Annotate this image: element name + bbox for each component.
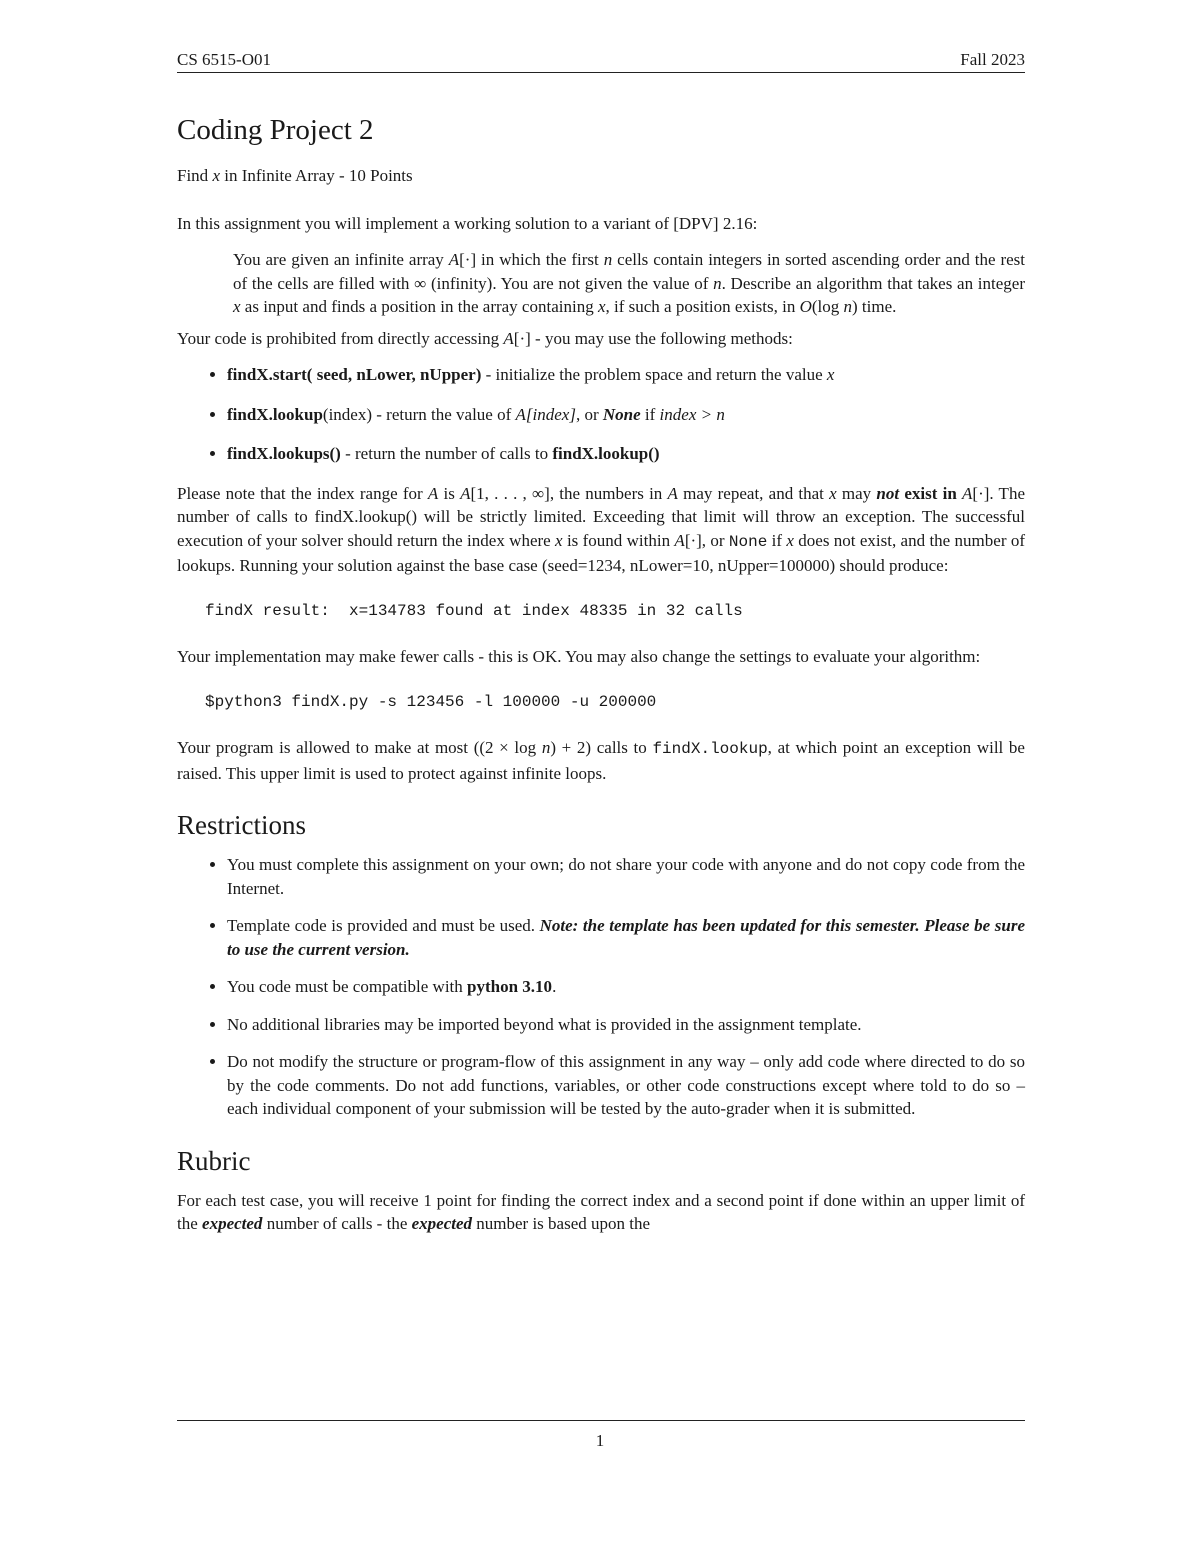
limit-text: ) + 2) calls to — [550, 738, 653, 757]
method-lookup-var: A — [515, 404, 526, 424]
quote-var: n — [713, 273, 722, 293]
restriction-item: • You must complete this assignment on your own; do not share your code with anyone and do not copy code from the Internet. — [227, 853, 1025, 900]
page-header — [177, 50, 1025, 73]
prohibited-var: A — [503, 328, 514, 348]
quote-text: . Describe an algorithm that takes an integer — [721, 273, 1025, 293]
note-range: [1, . . . , ∞] — [470, 483, 550, 503]
quote-var: n — [603, 250, 613, 269]
page-number: 1 — [595, 1431, 605, 1450]
note-var: x — [555, 530, 563, 550]
restriction-item: • No additional libraries may be imported beyond what is provided in the assignment template. — [227, 1013, 1025, 1037]
limit-text: , at which point an exception will be raised. This upper limit is used to protect against infinite loops. — [177, 738, 1025, 783]
prohibited-text: Your code is prohibited from directly accessing — [177, 328, 504, 348]
restriction-text: Template code is provided and must be used. — [227, 916, 540, 935]
restriction-text: You code must be compatible with — [227, 977, 468, 996]
rubric-text: number of calls - the — [262, 1214, 412, 1233]
expected-output-code: findX result: x=134783 found at index 48335 in 32 calls — [205, 601, 743, 620]
method-lookup — [227, 403, 1025, 427]
rubric-text: number is based upon the — [472, 1214, 651, 1233]
note-var: x — [829, 483, 837, 503]
method-lookup-condition: index > n — [659, 404, 725, 424]
intro-paragraph: In this assignment you will implement a working solution to a variant of [DPV] 2.16: — [177, 213, 758, 233]
note-text: may repeat, and that — [677, 483, 830, 503]
restrictions-heading: Restrictions — [177, 810, 306, 840]
rubric-paragraph — [177, 1189, 1025, 1236]
method-lookup-name: findX.lookup — [227, 404, 323, 424]
quote-var: A — [448, 250, 460, 269]
subtitle-var: x — [212, 166, 220, 185]
restrictions-list — [177, 853, 1025, 1121]
method-start-name: findX.start( seed, nLower, nUpper) — [227, 365, 482, 384]
note-emphasis: not — [876, 483, 900, 503]
method-lookup-arg: (index) — [322, 404, 373, 424]
prohibited-bracket: [·] — [513, 328, 531, 348]
limit-code: findX.lookup — [652, 740, 768, 758]
prohibited-paragraph — [177, 327, 1025, 351]
note-text: does not exist, and the number of lookups. Running your solution against the base case (seed=1234, nLower=10, nUpper=100000) should produce: — [177, 530, 1025, 575]
restriction-item — [227, 914, 1025, 961]
method-lookup-or: , or — [575, 404, 603, 424]
note-paragraph — [177, 482, 1025, 578]
quote-var: O — [799, 297, 812, 316]
main-content — [177, 110, 1025, 1249]
note-text: if — [767, 530, 787, 550]
note-bracket: [·] — [972, 483, 990, 503]
note-var: A — [460, 483, 471, 503]
quote-var: n — [843, 297, 852, 316]
methods-list — [177, 363, 1025, 466]
method-start-desc: - initialize the problem space and return the value — [481, 365, 827, 384]
restriction-period: . — [552, 977, 557, 996]
quote-text: You are given an infinite array — [233, 250, 449, 269]
fewer-calls-paragraph: Your implementation may make fewer calls - this is OK. You may also change the settings to evaluate your algorithm: — [177, 647, 981, 666]
note-text: is — [438, 483, 461, 503]
note-text: is found within — [562, 530, 675, 550]
quote-text: (log — [811, 297, 844, 316]
quote-var: x — [233, 297, 241, 316]
quote-text: in which the first — [476, 250, 604, 269]
method-lookups-ref: findX.lookup() — [552, 444, 660, 463]
course-code: CS 6515-O01 — [177, 50, 271, 69]
subtitle-text: Find — [177, 166, 213, 185]
method-start-var: x — [826, 365, 835, 384]
subtitle-text-end: in Infinite Array - 10 Points — [219, 166, 413, 185]
term: Fall 2023 — [960, 50, 1025, 69]
limit-text: Your program is allowed to make at most ((2 × log — [177, 738, 542, 757]
footer-rule — [177, 1420, 1025, 1421]
limit-var: n — [541, 738, 551, 757]
note-text: . The number of calls to findX.lookup() will be strictly limited. Exceeding that limit will throw an exception. The successful execution of your solver should return the index where — [177, 483, 1025, 550]
note-text: Please note that the index range for — [177, 483, 428, 503]
note-text: , or — [701, 530, 729, 550]
method-lookups — [227, 442, 1025, 466]
note-text: may — [836, 483, 877, 503]
quote-text: ) time. — [852, 297, 897, 316]
template-note: Note: the template has been updated for this semester. Please be sure to use the current version. — [227, 916, 1025, 959]
python-version: python 3.10 — [467, 977, 553, 996]
assignment-subtitle — [177, 164, 1025, 188]
method-start — [227, 363, 1025, 387]
rubric-text: For each test case, you will receive 1 point for finding the correct index and a second point if done within an upper limit of the — [177, 1190, 1025, 1233]
restriction-item: • Do not modify the structure or program-flow of this assignment in any way – only add code where directed to do so by the code comments. Do not add functions, variables, or other code constructions except where told to do so – each individual component of your submission will be tested by the auto-grader when it is submitted. — [227, 1050, 1025, 1121]
restriction-item — [227, 975, 1025, 999]
method-lookup-none: None — [602, 404, 641, 424]
rubric-heading: Rubric — [177, 1145, 251, 1176]
quote-text: , if such a position exists, in — [605, 297, 800, 316]
rubric-emphasis: expected — [202, 1214, 263, 1233]
page-title: Coding Project 2 — [177, 114, 374, 146]
prohibited-text-end: - you may use the following methods: — [530, 328, 793, 348]
method-lookup-index: [index] — [525, 404, 576, 424]
limit-paragraph — [177, 736, 1025, 785]
quote-bracket: [·] — [459, 250, 477, 269]
quote-text: cells contain integers in sorted ascending order and the rest of the cells are filled with ∞ (infinity). You are not given the value of — [233, 250, 1026, 293]
method-lookups-name: findX.lookups() — [227, 444, 341, 463]
note-var: A — [667, 483, 678, 503]
command-example-code: $python3 findX.py -s 123456 -l 100000 -u 200000 — [205, 692, 657, 711]
method-lookups-desc: - return the number of calls to — [340, 444, 553, 463]
note-var: A — [427, 483, 439, 503]
note-bracket: [·] — [684, 530, 702, 550]
problem-quote — [233, 248, 1025, 319]
note-var: x — [786, 530, 794, 550]
note-bold: exist in — [899, 483, 963, 503]
method-lookup-desc: - return the value of — [372, 404, 516, 424]
note-text: , the numbers in — [549, 483, 668, 503]
note-var: A — [962, 483, 973, 503]
note-var: A — [674, 530, 685, 550]
note-none-code: None — [728, 532, 768, 551]
quote-var: x — [597, 297, 606, 316]
method-lookup-if: if — [640, 404, 660, 424]
rubric-emphasis: expected — [411, 1214, 473, 1233]
quote-text: as input and finds a position in the array containing — [240, 297, 598, 316]
